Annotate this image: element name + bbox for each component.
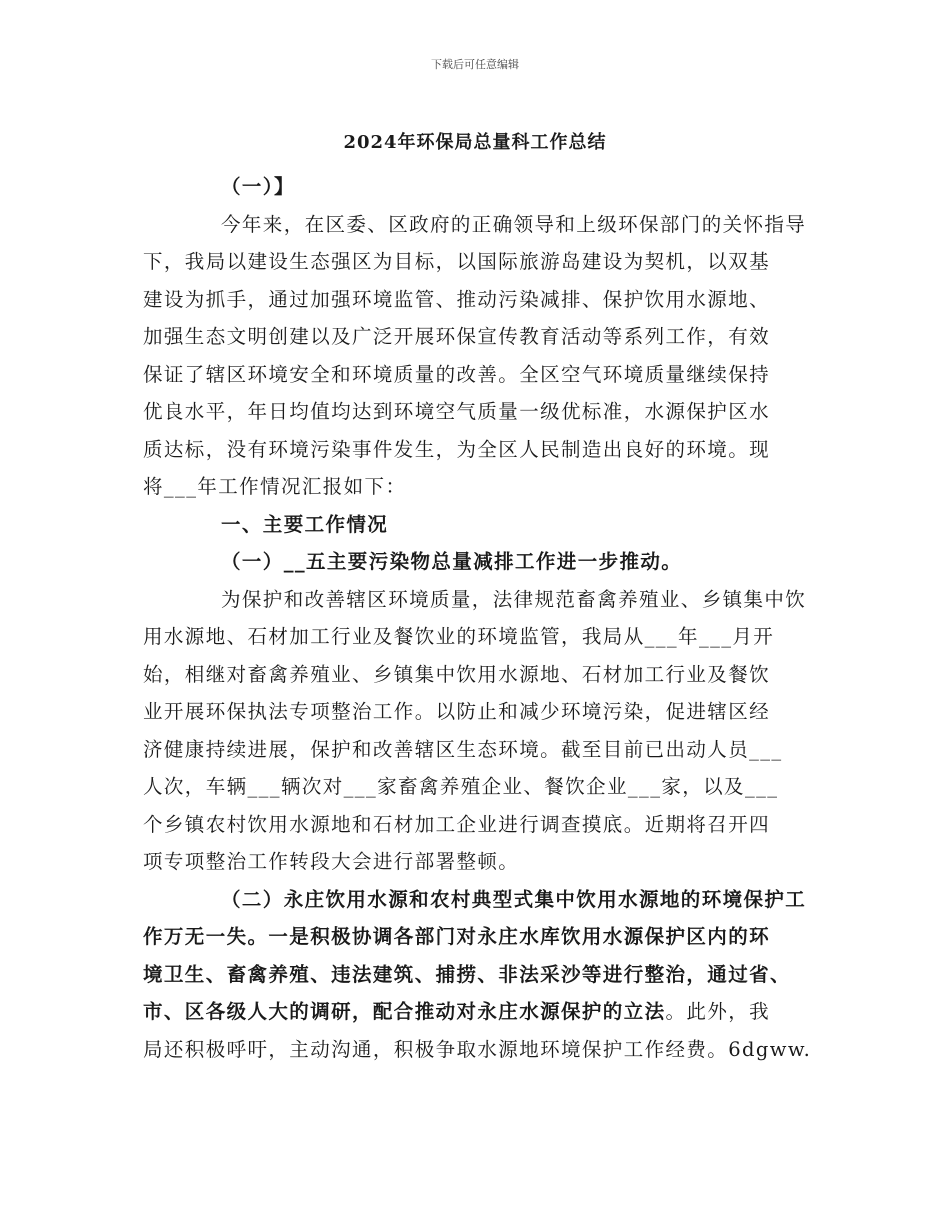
text-line-content: 作万无一失。一是积极协调各部门对永庄水库饮用水源保护区内的环 (143, 925, 771, 948)
text-line-content: 保证了辖区环境安全和环境质量的改善。全区空气环境质量继续保持 (143, 362, 771, 386)
text-line (143, 806, 813, 844)
text-line-content: （一）】 (221, 175, 295, 198)
text-line (143, 956, 813, 994)
text-line-content: 下，我局以建设生态强区为目标，以国际旅游岛建设为契机，以双基 (143, 250, 771, 273)
text-line-content: 今年来，在区委、区政府的正确领导和上级环保部门的关怀指导 (221, 212, 807, 236)
text-line (143, 393, 813, 431)
text-line (143, 731, 813, 769)
text-line-content: 优良水平，年日均值均达到环境空气质量一级优标准，水源保护区水 (143, 400, 771, 423)
text-line (143, 543, 813, 581)
text-line-content: 项专项整治工作转段大会进行部署整顿。 (143, 850, 520, 873)
text-line (143, 206, 813, 244)
text-line-content: 个乡镇农村饮用水源地和石材加工企业进行调查摸底。近期将召开四 (143, 812, 771, 836)
text-line (143, 243, 813, 281)
text-line (143, 431, 813, 469)
header-note: 下载后可任意编辑 (431, 58, 519, 71)
text-line-content: 加强生态文明创建以及广泛开展环保宣传教育活动等系列工作，有效 (143, 325, 771, 348)
text-line (143, 618, 813, 656)
text-line-content: 市、区各级人大的调研，配合推动对永庄水源保护的立法 (143, 1000, 666, 1023)
text-line (143, 168, 813, 206)
text-line (143, 581, 813, 619)
document-title: 2024年环保局总量科工作总结 (343, 132, 607, 153)
text-line (143, 506, 813, 544)
text-line (143, 318, 813, 356)
text-line (143, 918, 813, 956)
text-line (143, 656, 813, 694)
text-line-content: 将___年工作情况汇报如下： (143, 475, 407, 498)
text-line-content: 境卫生、畜禽养殖、违法建筑、捕捞、非法采沙等进行整治，通过省、 (143, 962, 791, 986)
text-line-content: 业开展环保执法专项整治工作。以防止和减少环境污染，促进辖区经 (143, 700, 771, 723)
text-line-tail: 。此外，我 (665, 1000, 771, 1023)
text-line-content: 建设为抓手，通过加强环境监管、推动污染减排、保护饮用水源地、 (143, 287, 771, 311)
text-line (143, 468, 813, 506)
text-line-content: 济健康持续进展，保护和改善辖区生态环境。截至目前已出动人员___ (143, 737, 783, 761)
text-line-content: 局还积极呼吁，主动沟通，积极争取水源地环境保护工作经费。6dgww. (143, 1037, 812, 1061)
text-line-content: 为保护和改善辖区环境质量，法律规范畜禽养殖业、乡镇集中饮 (221, 587, 807, 611)
text-line (143, 881, 813, 919)
text-line-content: 人次，车辆___辆次对___家畜禽养殖企业、餐饮企业___家，以及___ (143, 775, 779, 798)
text-line (143, 693, 813, 731)
text-line (143, 356, 813, 394)
text-line (143, 1031, 813, 1069)
text-line-content: 一、主要工作情况 (221, 512, 389, 536)
text-line (143, 281, 813, 319)
text-line (143, 843, 813, 881)
text-line-content: 始，相继对畜禽养殖业、乡镇集中饮用水源地、石材加工行业及餐饮 (143, 662, 771, 686)
text-line-content: （一）__五主要污染物总量减排工作进一步推动。 (221, 550, 683, 573)
text-line (143, 768, 813, 806)
text-line (143, 993, 813, 1031)
text-line-content: （二）永庄饮用水源和农村典型式集中饮用水源地的环境保护工 (221, 887, 807, 911)
text-line-content: 质达标，没有环境污染事件发生，为全区人民制造出良好的环境。现 (143, 437, 771, 461)
document-body (143, 168, 813, 1068)
text-line-content: 用水源地、石材加工行业及餐饮业的环境监管，我局从___年___月开 (143, 625, 775, 648)
